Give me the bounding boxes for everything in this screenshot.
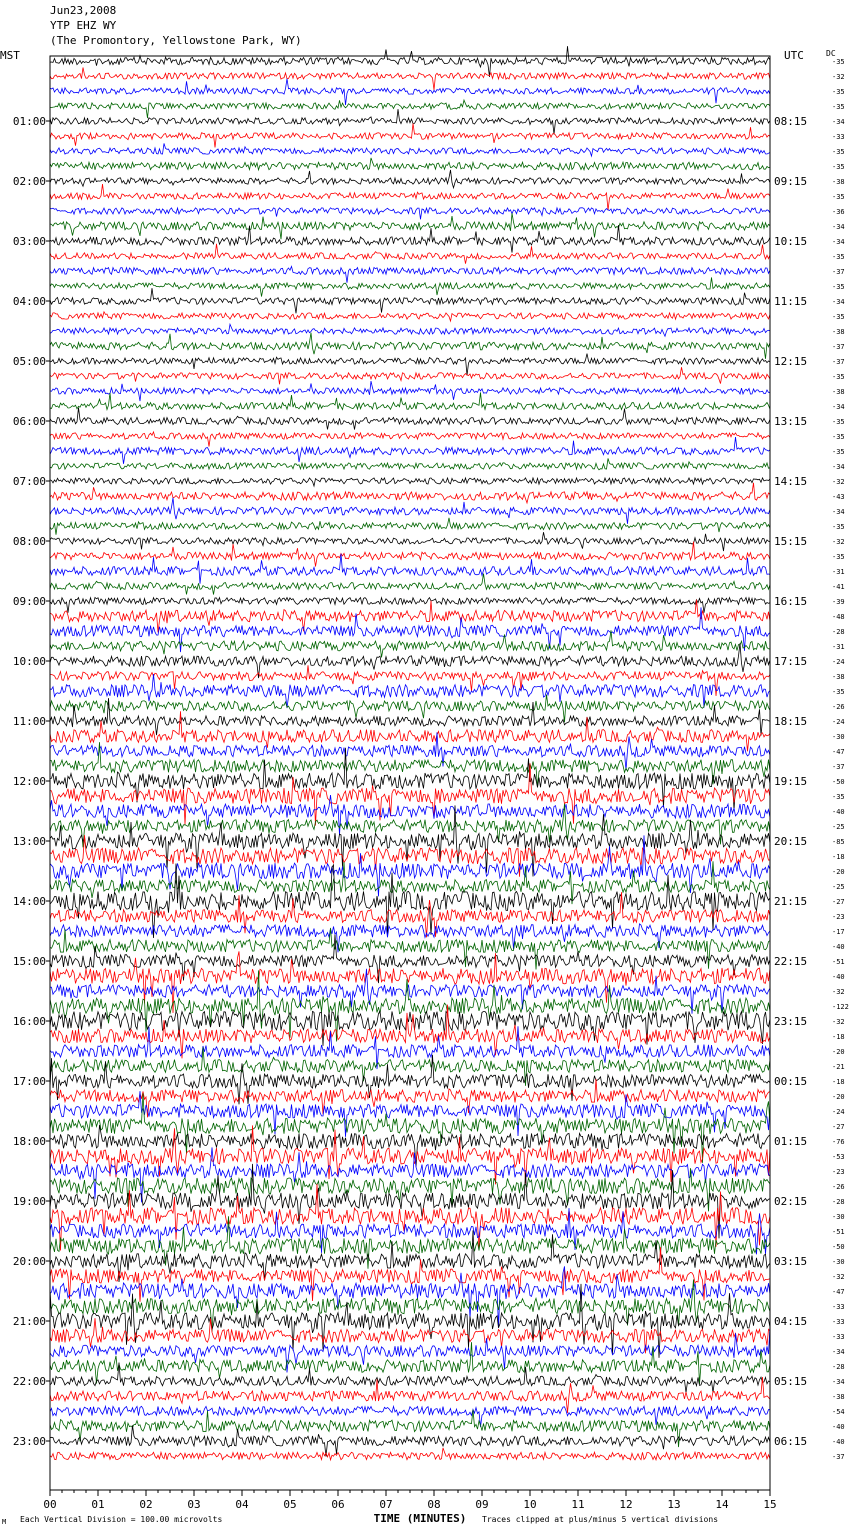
seismic-trace-2	[50, 79, 770, 105]
mst-hour-label: 19:00	[12, 1195, 46, 1208]
seismic-trace-18	[50, 324, 770, 336]
utc-hour-label: 14:15	[774, 475, 808, 488]
dc-offset-label: -50	[832, 778, 845, 786]
dc-offset-label: -34	[832, 223, 845, 231]
seismic-trace-13	[50, 244, 770, 264]
dc-offset-label: -35	[832, 88, 845, 96]
seismic-trace-55	[50, 861, 770, 904]
mst-hour-label: 20:00	[12, 1255, 46, 1268]
dc-offset-label: -27	[832, 898, 845, 906]
seismic-trace-4	[50, 109, 770, 134]
seismic-trace-26	[50, 437, 770, 464]
mst-hour-label: 21:00	[12, 1315, 46, 1328]
dc-offset-label: -35	[832, 193, 845, 201]
seismic-trace-10	[50, 208, 770, 220]
dc-offset-label: -34	[832, 238, 845, 246]
dc-offset-label: -40	[832, 943, 845, 951]
mst-hour-label: 04:00	[12, 295, 46, 308]
seismic-trace-34	[50, 554, 770, 584]
dc-offset-label: -37	[832, 358, 845, 366]
dc-offset-label: -31	[832, 568, 845, 576]
dc-offset-label: -38	[832, 388, 845, 396]
mst-hour-label: 16:00	[12, 1015, 46, 1028]
dc-offset-label: -30	[832, 1258, 845, 1266]
dc-offset-label: -40	[832, 1423, 845, 1431]
dc-offset-label: -28	[832, 1198, 845, 1206]
dc-offset-label: -18	[832, 1033, 845, 1041]
dc-header-label: DC	[826, 49, 836, 58]
seismic-trace-43	[50, 695, 770, 723]
seismic-trace-29	[50, 483, 770, 503]
dc-offset-label: -38	[832, 673, 845, 681]
dc-offset-label: -20	[832, 1048, 845, 1056]
mst-hour-label: 22:00	[12, 1375, 46, 1388]
seismic-trace-3	[50, 100, 770, 118]
x-tick-label: 02	[139, 1498, 153, 1511]
utc-hour-label: 21:15	[774, 895, 808, 908]
x-tick-label: 06	[331, 1498, 345, 1511]
x-tick-label: 05	[283, 1498, 297, 1511]
seismic-trace-30	[50, 498, 770, 524]
utc-hour-label: 15:15	[774, 535, 808, 548]
mst-hour-label: 17:00	[12, 1075, 46, 1088]
dc-offset-label: -33	[832, 133, 845, 141]
dc-offset-label: -34	[832, 403, 845, 411]
dc-offset-label: -25	[832, 823, 845, 831]
seismic-trace-86	[50, 1325, 770, 1372]
dc-offset-label: -41	[832, 583, 845, 591]
footer-clip-note: Traces clipped at plus/minus 5 vertical divisions	[482, 1515, 719, 1524]
utc-hour-label: 17:15	[774, 655, 808, 668]
x-tick-label: 12	[619, 1498, 633, 1511]
seismic-trace-80	[50, 1230, 770, 1282]
dc-offset-label: -24	[832, 658, 845, 666]
x-tick-label: 11	[571, 1498, 585, 1511]
seismic-trace-46	[50, 732, 770, 770]
x-axis-label: TIME (MINUTES)	[373, 1512, 467, 1525]
trace-layer	[50, 46, 770, 1460]
seismic-trace-25	[50, 432, 770, 447]
utc-hour-label: 04:15	[774, 1315, 808, 1328]
dc-offset-label: -33	[832, 1333, 845, 1341]
seismic-trace-9	[50, 184, 770, 210]
dc-offset-label: -35	[832, 148, 845, 156]
seismic-trace-92	[50, 1425, 770, 1456]
dc-offset-label: -32	[832, 988, 845, 996]
dc-offset-label: -37	[832, 763, 845, 771]
mst-hour-label: 13:00	[12, 835, 46, 848]
dc-offset-label: -28	[832, 1363, 845, 1371]
dc-offset-label: -27	[832, 1123, 845, 1131]
dc-offset-label: -47	[832, 1288, 845, 1296]
mst-hour-label: 23:00	[12, 1435, 46, 1448]
seismic-trace-6	[50, 143, 770, 156]
mst-hour-label: 07:00	[12, 475, 46, 488]
x-tick-label: 08	[427, 1498, 441, 1511]
dc-offset-label: -30	[832, 733, 845, 741]
dc-offset-label: -35	[832, 313, 845, 321]
seismic-trace-23	[50, 392, 770, 409]
dc-offset-label: -47	[832, 748, 845, 756]
dc-offset-label: -76	[832, 1138, 845, 1146]
mst-hour-label: 10:00	[12, 655, 46, 668]
seismic-trace-0	[50, 46, 770, 77]
dc-offset-label: -35	[832, 793, 845, 801]
utc-hour-label: 12:15	[774, 355, 808, 368]
right-timezone-label: UTC	[784, 49, 804, 62]
dc-offset-label: -50	[832, 1243, 845, 1251]
x-tick-label: 14	[715, 1498, 729, 1511]
x-tick-label: 09	[475, 1498, 489, 1511]
utc-hour-label: 06:15	[774, 1435, 808, 1448]
mst-hour-label: 05:00	[12, 355, 46, 368]
seismic-trace-79	[50, 1216, 770, 1268]
dc-offset-label: -32	[832, 73, 845, 81]
mst-hour-label: 03:00	[12, 235, 46, 248]
utc-hour-label: 20:15	[774, 835, 808, 848]
x-tick-label: 13	[667, 1498, 681, 1511]
utc-hour-label: 01:15	[774, 1135, 808, 1148]
seismic-trace-53	[50, 835, 770, 877]
mst-hour-label: 15:00	[12, 955, 46, 968]
seismic-trace-22	[50, 381, 770, 401]
utc-hour-label: 08:15	[774, 115, 808, 128]
dc-offset-label: -35	[832, 523, 845, 531]
dc-offset-label: -37	[832, 268, 845, 276]
dc-offset-label: -18	[832, 853, 845, 861]
mst-hour-label: 06:00	[12, 415, 46, 428]
dc-offset-label: -34	[832, 1348, 845, 1356]
x-tick-label: 03	[187, 1498, 201, 1511]
dc-offset-label: -31	[832, 643, 845, 651]
utc-hour-label: 09:15	[774, 175, 808, 188]
x-tick-label: 07	[379, 1498, 393, 1511]
x-tick-label: 15	[763, 1498, 777, 1511]
dc-offset-label: -34	[832, 1378, 845, 1386]
dc-offset-label: -37	[832, 1453, 845, 1461]
dc-offset-label: -32	[832, 1273, 845, 1281]
dc-offset-label: -35	[832, 58, 845, 66]
seismic-trace-8	[50, 170, 770, 188]
seismic-trace-21	[50, 367, 770, 384]
dc-offset-label: -43	[832, 493, 845, 501]
seismic-trace-36	[50, 598, 770, 613]
seismic-trace-17	[50, 312, 770, 321]
seismic-trace-11	[50, 213, 770, 239]
dc-offset-label: -34	[832, 508, 845, 516]
mst-hour-label: 08:00	[12, 535, 46, 548]
header-location: (The Promontory, Yellowstone Park, WY)	[50, 34, 302, 47]
dc-offset-label: -32	[832, 478, 845, 486]
mst-hour-label: 14:00	[12, 895, 46, 908]
dc-offset-label: -23	[832, 1168, 845, 1176]
dc-offset-label: -30	[832, 1213, 845, 1221]
dc-offset-label: -48	[832, 613, 845, 621]
seismic-trace-5	[50, 123, 770, 147]
dc-offset-label: -23	[832, 913, 845, 921]
dc-offset-label: -35	[832, 373, 845, 381]
dc-offset-label: -36	[832, 208, 845, 216]
dc-offset-label: -34	[832, 463, 845, 471]
dc-offset-label: -24	[832, 718, 845, 726]
seismic-trace-7	[50, 158, 770, 170]
dc-offset-label: -39	[832, 598, 845, 606]
dc-offset-label: -20	[832, 868, 845, 876]
dc-offset-label: -33	[832, 1303, 845, 1311]
dc-offset-label: -34	[832, 298, 845, 306]
dc-offset-label: -51	[832, 958, 845, 966]
dc-offset-label: -21	[832, 1063, 845, 1071]
utc-hour-label: 16:15	[774, 595, 808, 608]
dc-offset-label: -25	[832, 883, 845, 891]
dc-offset-label: -28	[832, 628, 845, 636]
header-date: Jun23,2008	[50, 4, 117, 17]
dc-offset-label: -54	[832, 1408, 845, 1416]
seismic-trace-28	[50, 478, 770, 486]
seismic-trace-57	[50, 892, 770, 937]
mst-hour-label: 01:00	[12, 115, 46, 128]
x-tick-label: 00	[43, 1498, 57, 1511]
seismic-trace-64	[50, 1011, 770, 1046]
dc-offset-label: -32	[832, 1018, 845, 1026]
seismic-trace-71	[50, 1093, 770, 1163]
dc-offset-label: -40	[832, 808, 845, 816]
footer-mark: M	[2, 1518, 7, 1526]
mst-hour-label: 09:00	[12, 595, 46, 608]
utc-hour-label: 22:15	[774, 955, 808, 968]
seismic-trace-1	[50, 68, 770, 91]
dc-offset-label: -40	[832, 1438, 845, 1446]
utc-hour-label: 11:15	[774, 295, 808, 308]
x-tick-label: 01	[91, 1498, 105, 1511]
seismic-trace-27	[50, 458, 770, 469]
dc-offset-label: -18	[832, 1078, 845, 1086]
dc-offset-label: -17	[832, 928, 845, 936]
dc-offset-label: -35	[832, 553, 845, 561]
utc-hour-label: 02:15	[774, 1195, 808, 1208]
dc-offset-label: -35	[832, 418, 845, 426]
utc-hour-label: 13:15	[774, 415, 808, 428]
dc-offset-label: -35	[832, 283, 845, 291]
seismic-trace-35	[50, 574, 770, 595]
dc-offset-label: -37	[832, 343, 845, 351]
dc-offset-label: -51	[832, 1228, 845, 1236]
seismic-trace-20	[50, 354, 770, 376]
seismic-trace-16	[50, 288, 770, 313]
seismic-trace-32	[50, 532, 770, 551]
utc-hour-label: 03:15	[774, 1255, 808, 1268]
dc-offset-label: -40	[832, 973, 845, 981]
seismic-trace-67	[50, 1047, 770, 1086]
seismic-trace-24	[50, 408, 770, 430]
mst-hour-label: 11:00	[12, 715, 46, 728]
utc-hour-label: 18:15	[774, 715, 808, 728]
utc-hour-label: 19:15	[774, 775, 808, 788]
dc-offset-label: -38	[832, 178, 845, 186]
seismic-trace-15	[50, 277, 770, 296]
seismic-trace-19	[50, 333, 770, 359]
plot-frame	[50, 56, 770, 1490]
mst-hour-label: 02:00	[12, 175, 46, 188]
dc-offset-label: -32	[832, 538, 845, 546]
seismic-trace-31	[50, 518, 770, 535]
dc-offset-label: -26	[832, 703, 845, 711]
utc-hour-label: 10:15	[774, 235, 808, 248]
left-timezone-label: MST	[0, 49, 20, 62]
dc-offset-label: -26	[832, 1183, 845, 1191]
seismic-trace-45	[50, 711, 770, 751]
mst-hour-label: 12:00	[12, 775, 46, 788]
mst-hour-label: 18:00	[12, 1135, 46, 1148]
seismic-trace-93	[50, 1448, 770, 1460]
dc-offset-label: -35	[832, 103, 845, 111]
dc-offset-label: -38	[832, 328, 845, 336]
footer-division-note: Each Vertical Division = 100.00 microvolts	[20, 1515, 223, 1524]
x-tick-label: 04	[235, 1498, 249, 1511]
dc-offset-label: -33	[832, 1318, 845, 1326]
dc-offset-label: -35	[832, 253, 845, 261]
dc-offset-label: -38	[832, 1393, 845, 1401]
utc-hour-label: 23:15	[774, 1015, 808, 1028]
dc-offset-label: -20	[832, 1093, 845, 1101]
seismic-trace-14	[50, 266, 770, 282]
utc-hour-label: 05:15	[774, 1375, 808, 1388]
dc-offset-label: -35	[832, 688, 845, 696]
seismic-trace-33	[50, 542, 770, 567]
dc-offset-label: -53	[832, 1153, 845, 1161]
dc-offset-label: -122	[832, 1003, 849, 1011]
x-tick-label: 10	[523, 1498, 537, 1511]
dc-offset-label: -85	[832, 838, 845, 846]
dc-offset-label: -34	[832, 118, 845, 126]
dc-offset-label: -35	[832, 433, 845, 441]
dc-offset-label: -24	[832, 1108, 845, 1116]
header-station: YTP EHZ WY	[50, 19, 117, 32]
dc-offset-label: -35	[832, 163, 845, 171]
utc-hour-label: 00:15	[774, 1075, 808, 1088]
dc-offset-label: -35	[832, 448, 845, 456]
